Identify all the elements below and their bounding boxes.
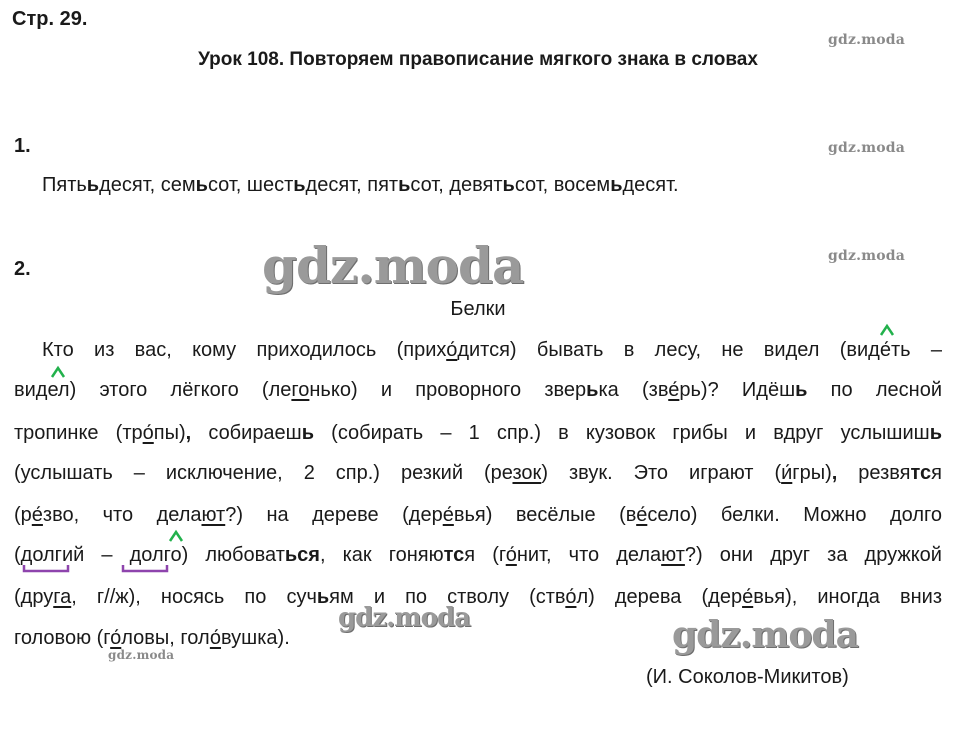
- root-bracket-icon: [22, 564, 72, 574]
- watermark-small: gdz.moda: [828, 248, 906, 264]
- watermark-small: gdz.moda: [828, 32, 906, 48]
- watermark-medium: gdz.moda: [338, 603, 471, 633]
- author-credit: (И. Соколов-Микитов): [646, 666, 849, 688]
- numeral-word: девятьсот,: [449, 174, 554, 196]
- numeral-word: пятьсот,: [367, 174, 450, 196]
- watermark-large: gdz.moda: [262, 236, 524, 295]
- text-line-5: (ре́зво, что делают?) на дереве (дере́вья) весёлые (ве́село) белки. Можно долго: [14, 504, 943, 526]
- task-1-number: 1.: [14, 135, 31, 157]
- watermark-small: gdz.moda: [108, 648, 175, 662]
- text-line-4: (услышать – исключение, 2 спр.) резкий (резок) звук. Это играют (и́гры), резвятся: [14, 462, 943, 484]
- page-number: Стр. 29.: [12, 8, 88, 30]
- numeral-word: восемьдесят.: [553, 174, 679, 196]
- caret-icon: [50, 365, 66, 379]
- text-line-6: (долгий – долго) любоваться, как гоняются (го́нит, что делают?) они друг за дружкой: [14, 544, 942, 566]
- task-2-number: 2.: [14, 258, 31, 280]
- numeral-word: Пятььдесят,: [42, 174, 161, 196]
- numeral-word: шестьдесят,: [246, 174, 368, 196]
- text-line-7: (друга, г//ж), носясь по сучьям и по стволу (ство́л) дерева (дере́вья), иногда вниз: [14, 586, 942, 608]
- text-line-1: Кто из вас, кому приходилось (прихо́дится) бывать в лесу, не видел (виде́ть –: [42, 339, 942, 361]
- watermark-small: gdz.moda: [828, 140, 906, 156]
- text-line-2: видел) этого лёгкого (легонько) и проворного зверька (зве́рь)? Идёшь по лесной: [14, 379, 942, 401]
- text-line-3: тропинке (тро́пы), собираешь (собирать – 1 спр.) в кузовок грибы и вдруг услышишь: [14, 422, 942, 444]
- task-1-numerals: [42, 175, 679, 195]
- watermark-large: gdz.moda: [672, 614, 858, 656]
- root-bracket-icon: [121, 564, 171, 574]
- story-title: Белки: [450, 298, 506, 320]
- caret-icon: [168, 529, 184, 543]
- caret-icon: [879, 323, 895, 337]
- lesson-title: Урок 108. Повторяем правописание мягкого знака в словах: [198, 49, 758, 70]
- text-line-8: головою (го́ловы, голо́вушка).: [14, 627, 290, 649]
- numeral-word: семьсот,: [160, 174, 247, 196]
